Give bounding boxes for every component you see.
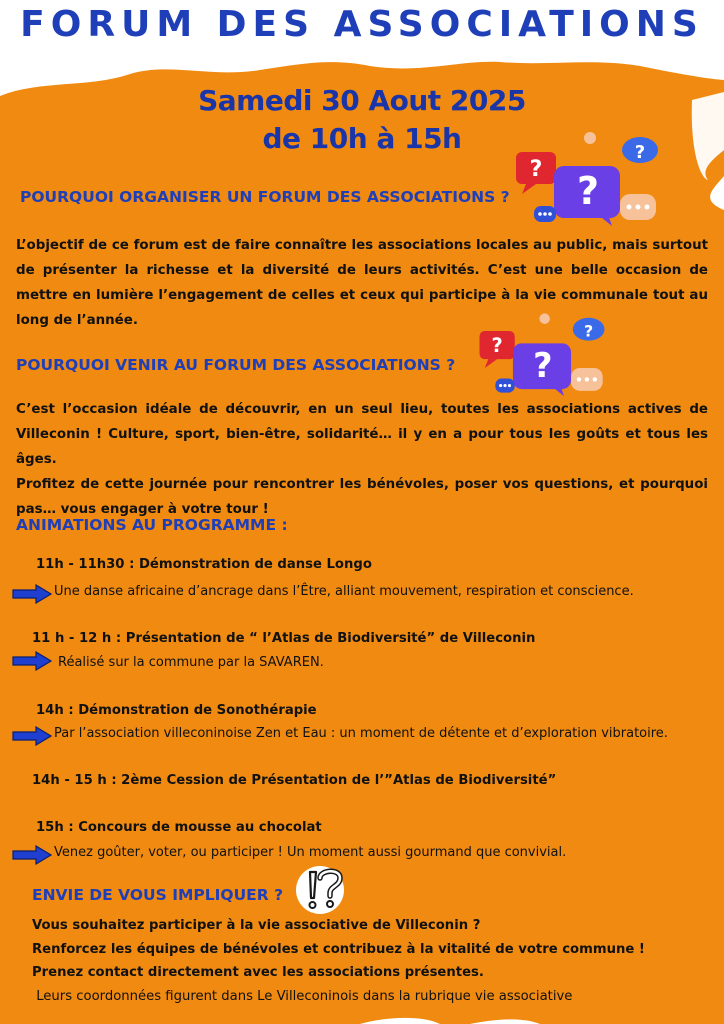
- heading-why-come: POURQUOI VENIR AU FORUM DES ASSOCIATIONS ?: [16, 356, 456, 374]
- paragraph-why-come-1: C’est l’occasion idéale de découvrir, en un seul lieu, toutes les associations actives de Villeconin ! Culture, sport, bien-être, solidarité… il y en a pour tous les goûts et tous les âges.: [16, 402, 708, 467]
- arrow-right-icon: [12, 584, 52, 604]
- arrow-right-icon: [12, 845, 52, 865]
- exclamation-question-icon: [296, 862, 348, 916]
- paragraph-why-organize: L’objectif de ce forum est de faire connaître les associations locales au public, mais surtout de présenter la richesse et la diversité de leurs activités. C’est une belle occasion de mettre en lumière l’engagement de celles et ceux qui participe à la vie communale tout au long de l’année.: [16, 238, 708, 328]
- svg-text:?: ?: [584, 321, 594, 341]
- paragraph-why-come-2: Profitez de cette journée pour rencontrer les bénévoles, poser vos questions, et pourquoi pas… vous engager à votre tour !: [16, 477, 708, 517]
- get-involved-footer: Leurs coordonnées figurent dans Le Villeconinois dans la rubrique vie associative: [32, 988, 573, 1004]
- event-description: Une danse africaine d’ancrage dans l’Être, alliant mouvement, respiration et conscience.: [54, 584, 634, 599]
- svg-text:?: ?: [491, 334, 503, 358]
- event-date: Samedi 30 Aout 2025: [198, 84, 526, 117]
- page-title: FORUM DES ASSOCIATIONS: [20, 4, 704, 45]
- event-description: Venez goûter, voter, ou participer ! Un moment aussi gourmand que convivial.: [54, 845, 567, 860]
- event-title: 14h - 15 h : 2ème Cession de Présentation de l’”Atlas de Biodiversité”: [32, 773, 557, 788]
- arrow-right-icon: [12, 651, 52, 671]
- svg-text:?: ?: [576, 169, 600, 213]
- arrow-right-icon: [12, 726, 52, 746]
- event-title: 11 h - 12 h : Présentation de “ l’Atlas de Biodiversité” de Villeconin: [32, 631, 536, 646]
- svg-text:?: ?: [529, 157, 543, 182]
- event-description: Réalisé sur la commune par la SAVAREN.: [58, 655, 324, 670]
- get-involved-line: Vous souhaitez participer à la vie associative de Villeconin ?: [32, 918, 481, 933]
- event-title: 15h : Concours de mousse au chocolat: [36, 820, 322, 835]
- paragraph-why-come: [16, 397, 708, 522]
- get-involved-text: [32, 914, 645, 1008]
- question-speech-bubbles-icon: [512, 128, 662, 226]
- heading-program: ANIMATIONS AU PROGRAMME :: [16, 516, 288, 534]
- get-involved-line: Renforcez les équipes de bénévoles et contribuez à la vitalité de votre commune !: [32, 941, 645, 957]
- svg-text:?: ?: [533, 345, 553, 385]
- event-title: 11h - 11h30 : Démonstration de danse Longo: [36, 557, 372, 572]
- svg-text:?: ?: [634, 142, 646, 163]
- event-description: Par l’association villeconinoise Zen et Eau : un moment de détente et d’exploration vibratoire.: [54, 726, 668, 741]
- heading-get-involved: ENVIE DE VOUS IMPLIQUER ?: [32, 886, 284, 904]
- event-time: de 10h à 15h: [262, 122, 462, 155]
- heading-why-organize: POURQUOI ORGANISER UN FORUM DES ASSOCIATIONS ?: [20, 188, 510, 206]
- question-speech-bubbles-icon: [476, 308, 608, 398]
- event-title: 14h : Démonstration de Sonothérapie: [36, 703, 317, 718]
- get-involved-line: Prenez contact directement avec les associations présentes.: [32, 965, 484, 980]
